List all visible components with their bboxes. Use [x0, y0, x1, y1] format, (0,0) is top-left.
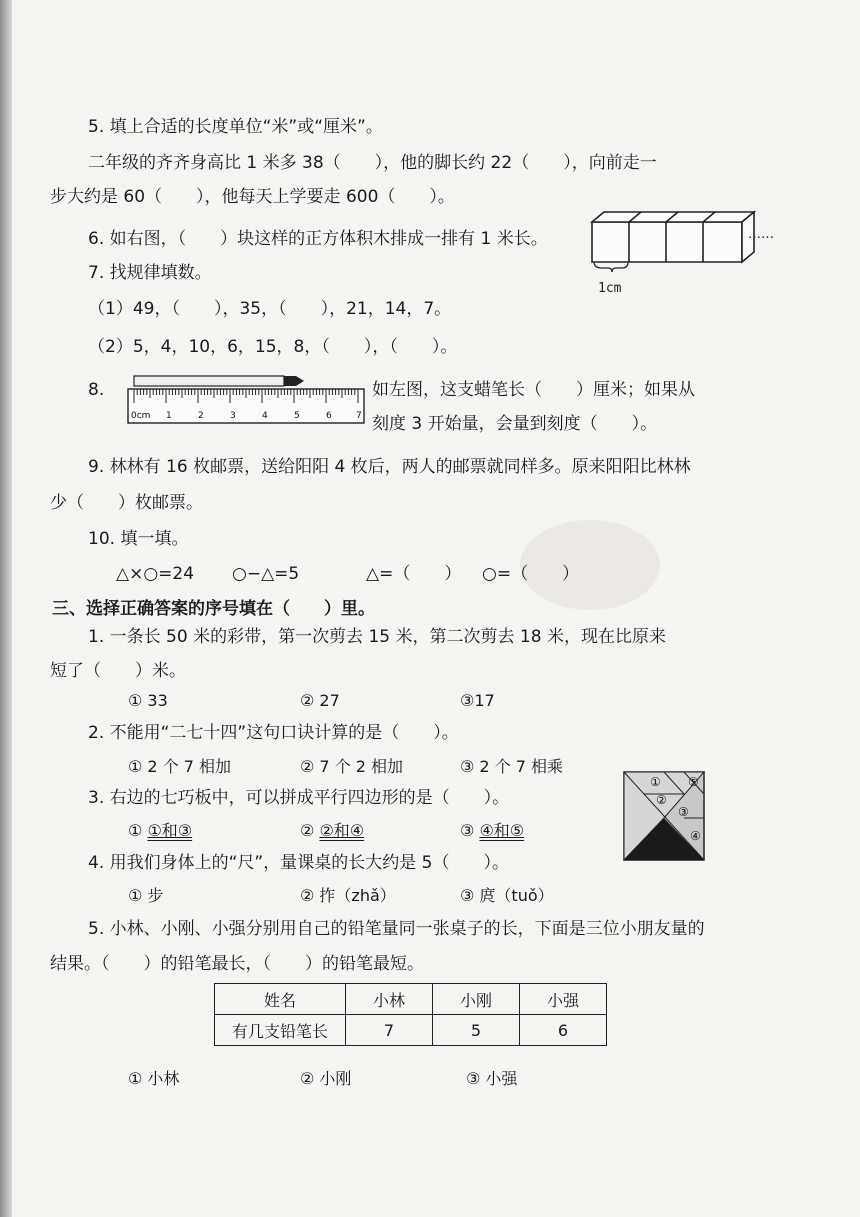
s3-q2-option-1: ① 2 个 7 相加	[128, 757, 232, 776]
s3-q1-line1: 1. 一条长 50 米的彩带，第一次剪去 15 米，第二次剪去 18 米，现在比原来	[88, 627, 666, 647]
table-header-cell: 姓名	[215, 984, 346, 1015]
s3-q4-option-2: ② 拃（zhǎ）	[300, 886, 396, 905]
ruler-label-6: 6	[326, 411, 332, 421]
q7-part2: （2）5，4，10，6，15，8，（ ），（ ）。	[88, 337, 458, 357]
ruler-label-7: 7	[356, 411, 362, 421]
cube-dots: ……	[748, 227, 774, 242]
s3-q3-option-3-mark: ③	[460, 821, 475, 840]
q8-line2: 刻度 3 开始量，会量到刻度（ ）。	[372, 414, 658, 434]
cube-label: 1cm	[598, 281, 622, 296]
s3-q1-option-3: ③17	[460, 691, 495, 710]
tangram-label-1: ①	[650, 775, 661, 789]
q5-line2: 步大约是 60（ ），他每天上学要走 600（ ）。	[50, 187, 455, 207]
ruler-label-3: 3	[230, 411, 236, 421]
scan-edge	[0, 0, 12, 1217]
s3-q1-line2: 短了（ ）米。	[50, 661, 186, 681]
ruler-label-0: 0cm	[131, 411, 151, 421]
s3-q3-option-2-mark: ②	[300, 821, 315, 840]
table-header-row	[215, 984, 607, 1015]
s3-q2-text: 2. 不能用“二七十四”这句口诀计算的是（ ）。	[88, 723, 459, 743]
tangram-figure	[622, 770, 706, 862]
s3-q2-option-2: ② 7 个 2 相加	[300, 757, 404, 776]
table-cell: 7	[346, 1015, 433, 1046]
q10-eq1: △×○=24	[116, 564, 195, 584]
q10-eq3: △=（ ）	[366, 564, 462, 584]
tangram-label-4: ④	[690, 829, 701, 843]
cube-row-figure	[590, 210, 780, 300]
s3-q5-line2: 结果。（ ）的铅笔最长，（ ）的铅笔最短。	[50, 954, 424, 974]
s3-q3-option-3-answer: ④和⑤	[479, 821, 525, 840]
pencil-length-table	[214, 983, 607, 1046]
table-header-cell: 小强	[520, 984, 607, 1015]
table-cell: 5	[433, 1015, 520, 1046]
q6-text: 6. 如右图，（ ）块这样的正方体积木排成一排有 1 米长。	[88, 229, 548, 249]
ruler-label-5: 5	[294, 411, 300, 421]
s3-q1-option-2: ② 27	[300, 691, 340, 710]
s3-q3-text: 3. 右边的七巧板中，可以拼成平行四边形的是（ ）。	[88, 788, 510, 808]
q5-line1: 二年级的齐齐身高比 1 米多 38（ ），他的脚长约 22（ ），向前走一	[88, 153, 657, 173]
s3-q3-option-3	[460, 820, 524, 842]
s3-q1-option-1: ① 33	[128, 691, 168, 710]
q7-title: 7. 找规律填数。	[88, 263, 212, 283]
q9-line2: 少（ ）枚邮票。	[50, 493, 203, 513]
q8-number: 8.	[88, 380, 105, 400]
s3-q3-option-2	[300, 820, 364, 842]
q9-line1: 9. 林林有 16 枚邮票，送给阳阳 4 枚后，两人的邮票就同样多。原来阳阳比林林	[88, 457, 691, 477]
s3-q5-option-1: ① 小林	[128, 1069, 180, 1088]
s3-q5-option-3: ③ 小强	[466, 1069, 518, 1088]
ruler-label-2: 2	[198, 411, 204, 421]
s3-q4-text: 4. 用我们身体上的“尺”，量课桌的长大约是 5（ ）。	[88, 853, 509, 873]
table-cell: 有几支铅笔长	[215, 1015, 346, 1046]
ruler-figure	[126, 373, 366, 429]
table-header-cell: 小刚	[433, 984, 520, 1015]
section3-title: 三、选择正确答案的序号填在（ ）里。	[52, 599, 375, 619]
q5-title: 5. 填上合适的长度单位“米”或“厘米”。	[88, 117, 383, 137]
q10-eq2: ○−△=5	[232, 564, 300, 584]
q8-line1: 如左图，这支蜡笔长（ ）厘米；如果从	[372, 380, 695, 400]
q10-title: 10. 填一填。	[88, 529, 189, 549]
s3-q4-option-1: ① 步	[128, 886, 164, 905]
table-cell: 6	[520, 1015, 607, 1046]
s3-q5-line1: 5. 小林、小刚、小强分别用自己的铅笔量同一张桌子的长，下面是三位小朋友量的	[88, 919, 705, 939]
table-row	[215, 1015, 607, 1046]
s3-q2-option-3: ③ 2 个 7 相乘	[460, 757, 564, 776]
tangram-label-3: ③	[678, 805, 689, 819]
tangram-label-5: ⑤	[688, 775, 699, 789]
s3-q5-option-2: ② 小刚	[300, 1069, 352, 1088]
ruler-label-4: 4	[262, 411, 268, 421]
ruler-label-1: 1	[166, 411, 172, 421]
q10-eq4: ○=（ ）	[482, 564, 580, 584]
s3-q3-option-2-answer: ②和④	[319, 821, 365, 840]
tangram-label-2: ②	[656, 793, 667, 807]
q7-part1: （1）49，（ ），35，（ ），21，14，7。	[88, 299, 452, 319]
table-header-cell: 小林	[346, 984, 433, 1015]
s3-q3-option-1-mark: ①	[128, 821, 143, 840]
s3-q3-option-1	[128, 820, 192, 842]
s3-q4-option-3: ③ 庹（tuǒ）	[460, 886, 554, 905]
s3-q3-option-1-answer: ①和③	[147, 821, 193, 840]
